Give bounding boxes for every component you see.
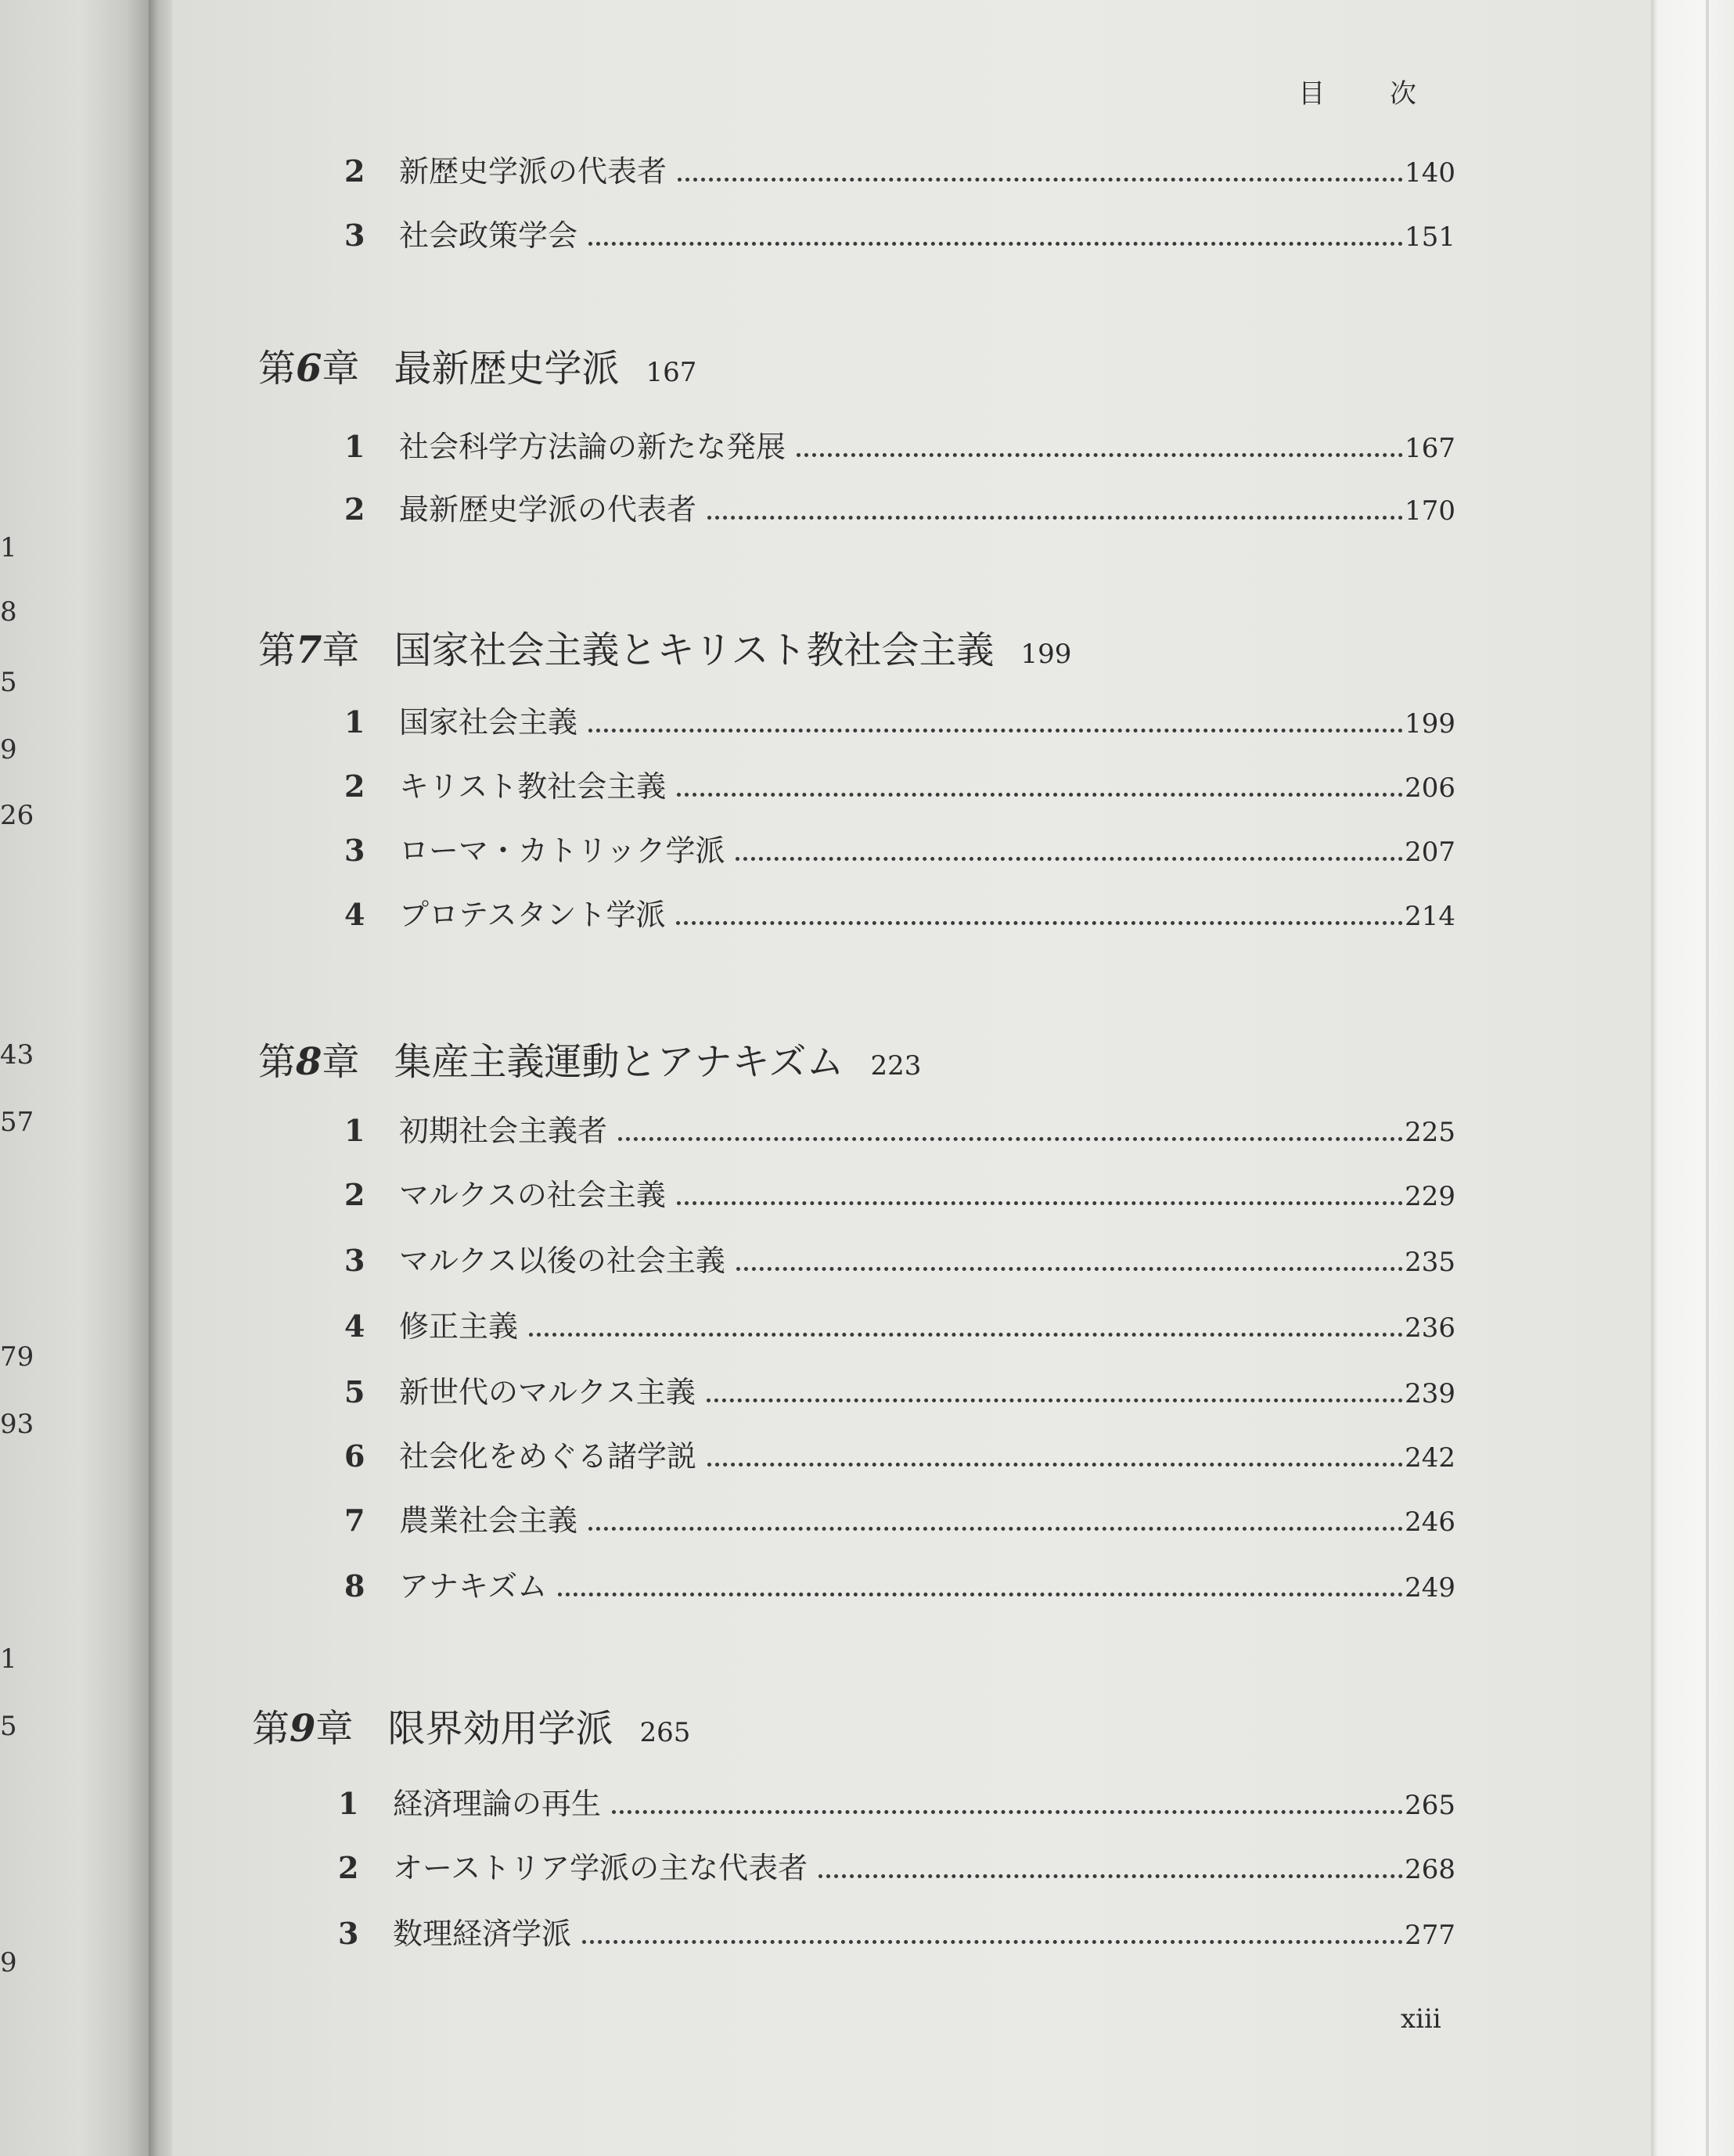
entry-number: 1 bbox=[344, 704, 365, 740]
left-page-number: 57 bbox=[0, 1107, 34, 1138]
entry-page: 239 bbox=[1405, 1378, 1455, 1409]
entry-title: 社会化をめぐる諸学説 bbox=[399, 1439, 697, 1474]
toc-entry[interactable] bbox=[344, 423, 1455, 470]
left-page-number: 43 bbox=[0, 1039, 34, 1071]
left-page-number: 5 bbox=[0, 1711, 17, 1742]
entry-number: 3 bbox=[344, 1243, 365, 1278]
left-page-number: 26 bbox=[0, 800, 34, 831]
dot-leader bbox=[612, 1810, 1403, 1814]
dot-leader bbox=[588, 242, 1403, 246]
toc-entry[interactable] bbox=[344, 1562, 1455, 1609]
chapter-heading-9[interactable] bbox=[252, 1698, 690, 1752]
chapter-title: 集産主義運動とアナキズム bbox=[394, 1040, 844, 1084]
entry-page: 140 bbox=[1405, 157, 1455, 189]
right-page-edge bbox=[1651, 0, 1734, 2156]
toc-entry[interactable] bbox=[344, 826, 1455, 873]
dot-leader bbox=[618, 1137, 1403, 1141]
toc-entry[interactable] bbox=[338, 1780, 1455, 1827]
toc-entry[interactable] bbox=[344, 1432, 1455, 1479]
dot-leader bbox=[707, 516, 1403, 520]
dot-leader bbox=[707, 1398, 1403, 1402]
entry-page: 225 bbox=[1405, 1117, 1455, 1148]
chapter-page: 265 bbox=[639, 1717, 691, 1748]
chapter-label: 第8章 bbox=[258, 1040, 360, 1084]
entry-number: 2 bbox=[344, 768, 365, 804]
entry-title: プロテスタント学派 bbox=[399, 898, 666, 932]
chapter-title: 最新歴史学派 bbox=[394, 347, 620, 391]
dot-leader bbox=[736, 857, 1403, 861]
running-header: 目 次 bbox=[1298, 78, 1444, 110]
toc-entry[interactable] bbox=[338, 1909, 1455, 1956]
entry-page: 214 bbox=[1405, 901, 1455, 932]
entry-title: キリスト教社会主義 bbox=[399, 769, 667, 804]
toc-entry[interactable] bbox=[344, 485, 1455, 532]
entry-title: 新世代のマルクス主義 bbox=[399, 1375, 696, 1409]
entry-number: 4 bbox=[344, 1308, 365, 1344]
entry-number: 3 bbox=[338, 1916, 359, 1951]
entry-number: 2 bbox=[344, 153, 365, 189]
entry-page: 167 bbox=[1405, 433, 1455, 464]
chapter-label: 第7章 bbox=[258, 628, 360, 672]
toc-entry[interactable] bbox=[344, 1236, 1455, 1283]
entry-page: 206 bbox=[1405, 772, 1455, 804]
entry-page: 268 bbox=[1405, 1854, 1455, 1885]
dot-leader bbox=[676, 921, 1403, 925]
chapter-label: 第9章 bbox=[252, 1707, 354, 1751]
entry-title: 国家社会主義 bbox=[399, 705, 578, 740]
entry-page: 277 bbox=[1405, 1920, 1455, 1951]
entry-number: 2 bbox=[338, 1850, 359, 1885]
toc-entry[interactable] bbox=[344, 1302, 1455, 1349]
toc-entry[interactable] bbox=[344, 891, 1455, 938]
dot-leader bbox=[818, 1874, 1403, 1878]
toc-entry[interactable] bbox=[344, 211, 1455, 258]
chapter-page: 199 bbox=[1020, 639, 1072, 670]
entry-number: 1 bbox=[338, 1786, 359, 1821]
entry-page: 246 bbox=[1405, 1506, 1455, 1538]
entry-number: 7 bbox=[344, 1503, 365, 1538]
left-page-number: 1 bbox=[0, 532, 17, 563]
toc-entry[interactable] bbox=[344, 1496, 1455, 1543]
entry-page: 151 bbox=[1405, 221, 1455, 253]
entry-page: 229 bbox=[1405, 1181, 1455, 1212]
left-page-edge bbox=[0, 0, 149, 2156]
entry-page: 235 bbox=[1405, 1247, 1455, 1278]
entry-number: 2 bbox=[344, 491, 365, 527]
toc-entry[interactable] bbox=[344, 1368, 1455, 1415]
entry-title: マルクス以後の社会主義 bbox=[399, 1244, 725, 1278]
dot-leader bbox=[678, 178, 1403, 182]
chapter-heading-7[interactable] bbox=[258, 620, 1071, 674]
entry-title: 社会科学方法論の新たな発展 bbox=[399, 430, 786, 464]
left-page-number: 1 bbox=[0, 1643, 17, 1675]
entry-title: マルクスの社会主義 bbox=[399, 1178, 666, 1212]
left-page-number: 93 bbox=[0, 1409, 34, 1440]
entry-page: 207 bbox=[1405, 837, 1455, 868]
chapter-label: 第6章 bbox=[258, 347, 360, 391]
entry-page: 199 bbox=[1405, 708, 1455, 740]
entry-title: 経済理論の再生 bbox=[393, 1787, 602, 1821]
entry-title: ローマ・カトリック学派 bbox=[399, 833, 725, 868]
chapter-heading-8[interactable] bbox=[258, 1031, 921, 1085]
entry-page: 242 bbox=[1405, 1442, 1455, 1474]
entry-number: 1 bbox=[344, 1113, 365, 1148]
entry-title: アナキズム bbox=[399, 1569, 548, 1604]
entry-title: 農業社会主義 bbox=[399, 1503, 578, 1538]
entry-number: 3 bbox=[344, 218, 365, 253]
entry-title: 最新歴史学派の代表者 bbox=[399, 492, 697, 527]
page-folio: xiii bbox=[1401, 2003, 1441, 2035]
entry-number: 5 bbox=[344, 1374, 365, 1409]
left-page-number: 9 bbox=[0, 1947, 17, 1978]
entry-title: 数理経済学派 bbox=[393, 1917, 572, 1951]
entry-page: 249 bbox=[1405, 1572, 1455, 1604]
entry-page: 265 bbox=[1405, 1790, 1455, 1821]
chapter-title: 限界効用学派 bbox=[387, 1707, 613, 1751]
entry-title: 新歴史学派の代表者 bbox=[399, 154, 667, 189]
dot-leader bbox=[582, 1940, 1403, 1944]
entry-number: 2 bbox=[344, 1177, 365, 1212]
toc-entry[interactable] bbox=[344, 762, 1455, 809]
entry-page: 236 bbox=[1405, 1312, 1455, 1344]
entry-number: 6 bbox=[344, 1438, 365, 1474]
dot-leader bbox=[736, 1267, 1403, 1271]
entry-title: 修正主義 bbox=[399, 1309, 519, 1344]
dot-leader bbox=[558, 1593, 1403, 1596]
dot-leader bbox=[797, 453, 1403, 457]
book-gutter bbox=[149, 0, 172, 2156]
dot-leader bbox=[588, 729, 1403, 732]
chapter-title: 国家社会主義とキリスト教社会主義 bbox=[394, 628, 995, 672]
toc-entry[interactable] bbox=[344, 147, 1455, 194]
dot-leader bbox=[677, 1201, 1403, 1205]
toc-entry[interactable] bbox=[344, 1171, 1455, 1218]
entry-number: 8 bbox=[344, 1568, 365, 1604]
entry-title: オーストリア学派の主な代表者 bbox=[393, 1851, 808, 1885]
entry-number: 3 bbox=[344, 833, 365, 868]
left-page-number: 79 bbox=[0, 1341, 34, 1373]
chapter-page: 167 bbox=[646, 357, 697, 388]
dot-leader bbox=[677, 793, 1403, 797]
entry-title: 社会政策学会 bbox=[399, 218, 578, 253]
toc-entry[interactable] bbox=[344, 698, 1455, 745]
left-page-number: 8 bbox=[0, 596, 17, 628]
left-page-number: 9 bbox=[0, 734, 17, 765]
toc-entry[interactable] bbox=[344, 1107, 1455, 1154]
chapter-page: 223 bbox=[870, 1050, 922, 1082]
entry-page: 170 bbox=[1405, 495, 1455, 527]
entry-number: 4 bbox=[344, 897, 365, 932]
dot-leader bbox=[529, 1333, 1403, 1337]
dot-leader bbox=[707, 1463, 1403, 1467]
left-page-number: 5 bbox=[0, 667, 17, 698]
entry-title: 初期社会主義者 bbox=[399, 1114, 608, 1148]
toc-entry[interactable] bbox=[338, 1844, 1455, 1891]
chapter-heading-6[interactable] bbox=[258, 338, 696, 392]
dot-leader bbox=[588, 1527, 1403, 1531]
entry-number: 1 bbox=[344, 429, 365, 464]
